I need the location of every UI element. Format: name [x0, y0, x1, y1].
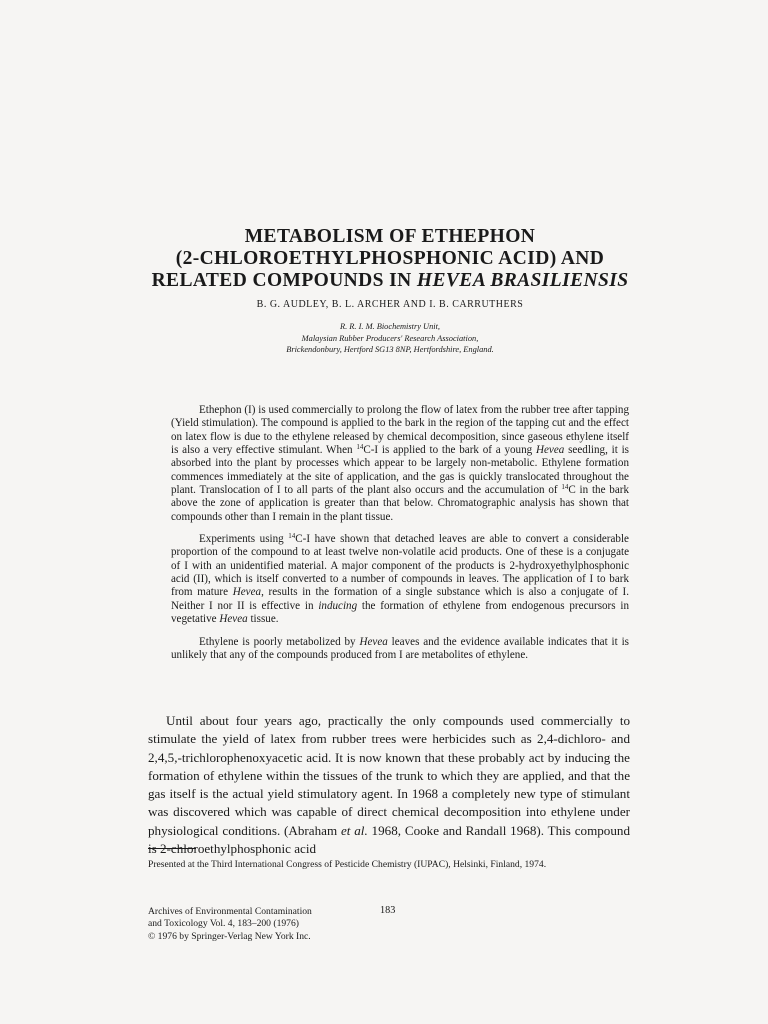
citation-line-3: © 1976 by Springer-Verlag New York Inc. — [148, 930, 311, 942]
title-line-1: METABOLISM OF ETHEPHON — [244, 226, 536, 247]
citation-line-2: and Toxicology Vol. 4, 183–200 (1976) — [148, 918, 299, 930]
title-line-3 — [140, 270, 640, 292]
journal-citation — [148, 906, 368, 943]
title-line-2: (2-CHLOROETHYLPHOSPHONIC ACID) AND — [175, 248, 605, 269]
body-text — [148, 712, 630, 858]
footnote: Presented at the Third International Congress of Pesticide Chemistry (IUPAC), Helsinki, Finland, 1974. — [148, 859, 547, 870]
abstract-paragraph-3: Ethylene is poorly metabolized by Hevea leaves and the evidence available indicates that it is unlikely that any of the compounds produced from I are metabolites of ethylene. — [171, 635, 629, 661]
affiliation-line-3: Brickendonbury, Hertford SG13 8NP, Hertfordshire, England. — [286, 345, 494, 355]
body-paragraph-1: Until about four years ago, practically the only compounds used commercially to stimulate the yield of latex from rubber trees were herbicides such as 2,4-dichloro- and 2,4,5,-trichlorophenoxyacetic acid. It is now known that these probably act by inducing the formation of ethylene within the tissues of the trunk to which they are applied, and that the gas itself is the actual yield stimulatory agent. In 1968 a completely new type of stimulant was discovered which was capable of direct chemical decomposition into ethylene under physiological conditions. (Abraham et al. 1968, Cooke and Randall 1968). This compound is 2-chloroethylphosphonic acid — [148, 713, 630, 857]
abstract — [171, 404, 629, 671]
affiliation-line-2: Malaysian Rubber Producers' Research Association, — [301, 333, 479, 343]
abstract-paragraph-1: Ethephon (I) is used commercially to prolong the flow of latex from the rubber tree after tapping (Yield stimulation). The compound is applied to the bark in the region of the tapping cut and the effect on latex flow is due to the ethylene released by chemical decomposition, since gaseous ethylene itself is also a very effective stimulant. When $^{14}$C-I is applied to the bark of a young Hevea seedling, it is absorbed into the plant by processes which appear to be largely non-metabolic. Ethylene formation commences immediately at the site of application, and the gas is quickly translocated throughout the plant. Translocation of I to all parts of the plant also occurs and the accumulation of $^{14}$C in the bark above the zone of application is greater than that below. Chromatographic analysis has shown that compounds other than I remain in the plant tissue. — [171, 404, 629, 523]
author-list: B. G. AUDLEY, B. L. ARCHER AND I. B. CARRUTHERS — [256, 299, 524, 310]
footnote-rule — [148, 848, 196, 849]
title-species: HEVEA BRASILIENSIS — [416, 270, 629, 291]
affiliation — [150, 321, 630, 356]
abstract-paragraph-2: Experiments using $^{14}$C-I have shown that detached leaves are able to convert a considerable proportion of the compound to at least twelve non-volatile acid products. One of these is a conjugate of I with an unidentified material. A major component of the products is 2-hydroxyethylphosphonic acid (II), which is itself converted to a number of compounds in leaves. The application of I to bark from mature Hevea, results in the formation of a single substance which is also a conjugate of I. Neither I nor II is effective in inducing the formation of ethylene from endogenous precursors in vegetative Hevea tissue. — [171, 532, 629, 626]
title-line-3-prefix: RELATED COMPOUNDS IN — [151, 270, 412, 291]
page-number: 183 — [380, 905, 396, 916]
affiliation-line-1: R. R. I. M. Biochemistry Unit, — [339, 322, 440, 331]
citation-line-1: Archives of Environmental Contamination — [148, 906, 312, 917]
article-title — [140, 226, 640, 292]
